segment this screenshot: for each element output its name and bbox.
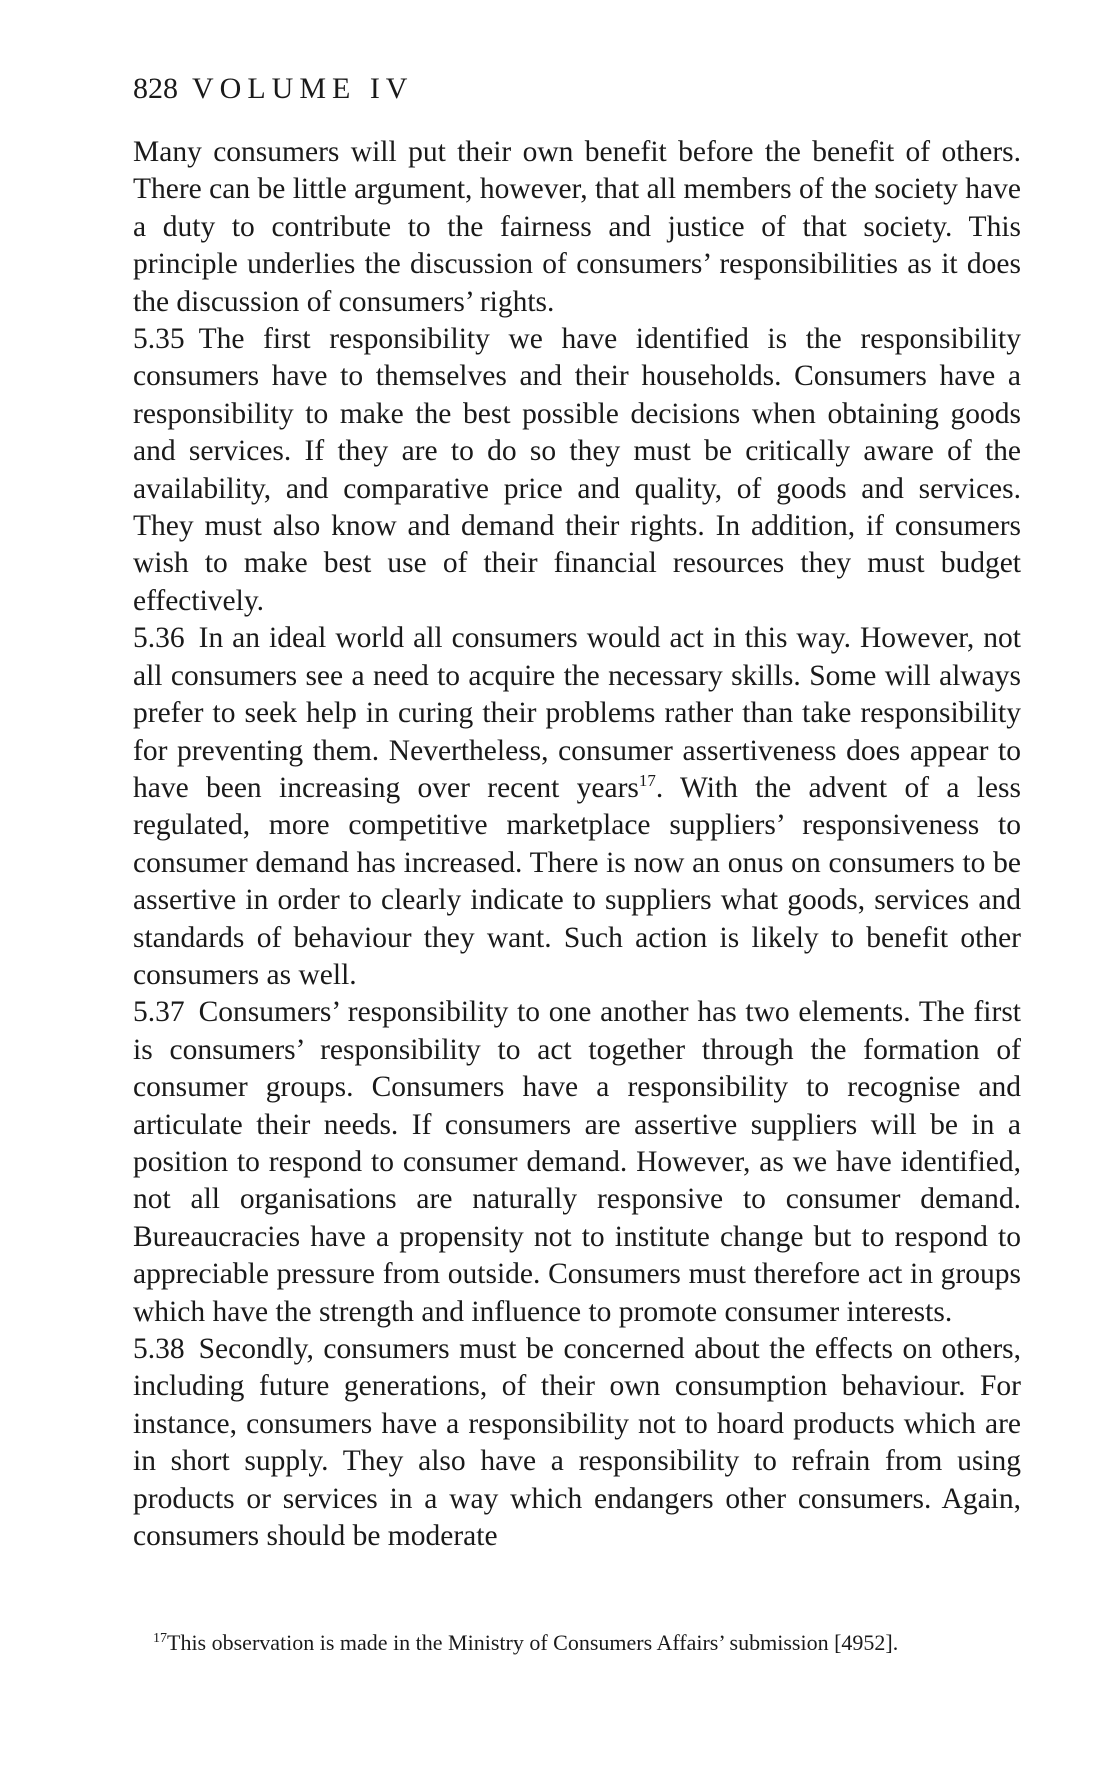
volume-label: VOLUME IV <box>192 72 414 105</box>
paragraph-5-38 <box>133 1331 1021 1555</box>
paragraph-text-continued: . With the advent of a less regulated, more competitive marketplace suppliers’ responsiveness to consumer demand has increased. There is now an onus on consumers to be assertive in order to clearly indicate to suppliers what goods, services and standards of behaviour they want. Such action is likely to benefit other consumers as well. <box>133 771 1021 991</box>
paragraph-text: The first responsibility we have identified is the responsibility consumers have to themselves and their households. Consumers have a responsibility to make the best possible decisions when obtaining goods and services. If they are to do so they must be critically aware of the availability, and comparative price and quality, of goods and services. They must also know and demand their rights. In addition, if consumers wish to make best use of their financial resources they must budget effectively. <box>133 323 1021 617</box>
paragraph-5-37 <box>133 994 1021 1331</box>
footnote-marker: 17 <box>153 1631 167 1646</box>
body-text <box>133 134 1021 1555</box>
footnote <box>153 1628 1033 1658</box>
paragraph-5-36 <box>133 620 1021 994</box>
paragraph-text: Secondly, consumers must be concerned about the effects on others, including future generations, of their own consumption behaviour. For instance, consumers have a responsibility not to hoard products which are in short supply. They also have a responsibility to refrain from using products or services in a way which endangers other consumers. Again, consumers should be moderate <box>133 1333 1021 1553</box>
footnote-reference: 17 <box>638 770 656 790</box>
running-head <box>133 72 413 106</box>
page-number: 828 <box>133 72 178 105</box>
paragraph-number: 5.37 <box>133 996 185 1029</box>
paragraph-text: In an ideal world all consumers would act in this way. However, not all consumers see a need to acquire the necessary skills. Some will always prefer to seek help in curing their problems rather than take responsibility for preventing them. Nevertheless, consumer assertiveness does appear to have been increasing over recent years <box>133 622 1021 804</box>
document-page <box>133 0 1028 1779</box>
paragraph-text: Many consumers will put their own benefit before the benefit of others. There can be little argument, however, that all members of the society have a duty to contribute to the fairness and justice of that society. This principle underlies the discussion of consumers’ responsibilities as it does the discussion of consumers’ rights. <box>133 136 1021 318</box>
paragraph-intro <box>133 134 1021 321</box>
paragraph-text: Consumers’ responsibility to one another has two elements. The first is consumers’ responsibility to act together through the formation of consumer groups. Consumers have a responsibility to recognise and articulate their needs. If consumers are assertive suppliers will be in a position to respond to consumer demand. However, as we have identified, not all organisations are naturally responsive to consumer demand. Bureaucracies have a propensity not to institute change but to respond to appreciable pressure from outside. Consumers must therefore act in groups which have the strength and influence to promote consumer interests. <box>133 996 1021 1328</box>
footnote-text: This observation is made in the Ministry of Consumers Affairs’ submission [4952]. <box>167 1630 899 1655</box>
paragraph-number: 5.38 <box>133 1333 185 1365</box>
paragraph-number: 5.35 <box>133 323 185 356</box>
paragraph-5-35 <box>133 321 1021 620</box>
paragraph-number: 5.36 <box>133 622 185 655</box>
